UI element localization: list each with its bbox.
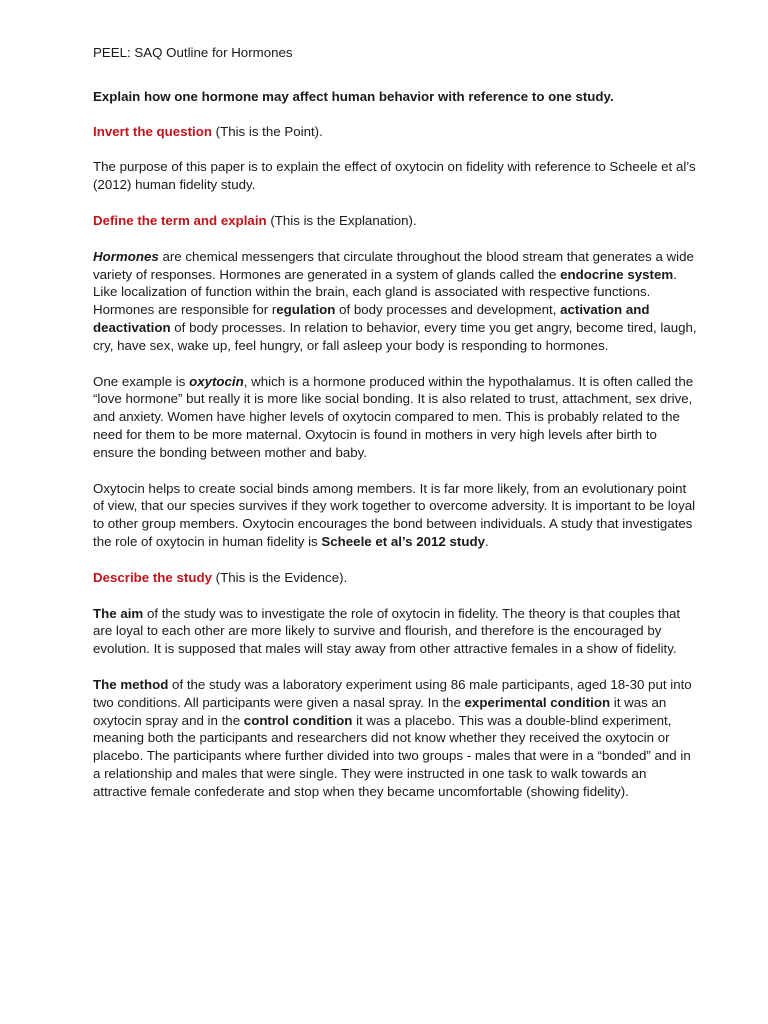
paragraph-text: of body processes and development, bbox=[335, 302, 561, 318]
paragraph-text: of the study was to investigate the role of oxytocin in fidelity. The theory is that couples that are loyal to each other are more likely to survive and flourish, and therefore is the encouraged by evolution. It is supposed that males will stay away from other attractive females in a show of fidelity. bbox=[93, 605, 681, 657]
point-paragraph: The purpose of this paper is to explain the effect of oxytocin on fidelity with reference to Scheele et al’s (2012) human fidelity study. bbox=[93, 159, 696, 193]
aim-paragraph bbox=[93, 605, 698, 658]
paragraph-text: . Like localization of function within the brain, each gland is associated with respective functions. Hormones are responsible for r bbox=[93, 266, 677, 318]
oxytocin-paragraph bbox=[93, 373, 698, 462]
paragraph-text: are chemical messengers that circulate throughout the blood stream that generates a wide variety of responses. Hormones are generated in a system of glands called the bbox=[93, 248, 694, 282]
method-term: The method bbox=[93, 676, 169, 692]
paragraph-text: it was an oxytocin spray and in the bbox=[93, 694, 667, 728]
point-label: Invert the question bbox=[93, 123, 212, 139]
paragraph-text: Oxytocin helps to create social binds among members. It is far more likely, from an evolutionary point of view, that our species survives if they work together to overcome adversity. It is important to be loyal to other group members. Oxytocin encourages the bond between individuals. A study that investigates the role of oxytocin in human fidelity is bbox=[93, 480, 696, 549]
explanation-label: Define the term and explain bbox=[93, 212, 267, 228]
explanation-note: (This is the Explanation). bbox=[266, 212, 417, 228]
paragraph-text: it was a placebo. This was a double-blind experiment, meaning both the participants and researchers did not know whether they received the oxytocin or placebo. The participants where further divided into two groups - males that were in a “bonded” and in a relationship and males that were single. They were instructed in one task to walk towards an attractive female confederate and stop when they became uncomfortable (showing fidelity). bbox=[93, 712, 691, 799]
explanation-heading bbox=[93, 212, 698, 230]
paragraph-text: , which is a hormone produced within the hypothalamus. It is often called the “love hormone” but really it is more like social bonding. It is also related to trust, attachment, sex drive, and anxiety. Women have higher levels of oxytocin compared to men. This is probably related to the need for them to be more maternal. Oxytocin is found in mothers in very high levels after birth to ensure the bonding between mother and baby. bbox=[93, 373, 694, 460]
evidence-heading bbox=[93, 569, 698, 587]
oxytocin-term: oxytocin bbox=[189, 373, 244, 389]
point-note: (This is the Point). bbox=[211, 123, 323, 139]
control-condition-term: control condition bbox=[243, 712, 353, 728]
paragraph-text: . bbox=[485, 533, 489, 549]
activation-term: activation and deactivation bbox=[93, 302, 650, 335]
experimental-condition-term: experimental condition bbox=[464, 694, 611, 710]
endocrine-system-term: endocrine system bbox=[560, 266, 674, 282]
hormones-term: Hormones bbox=[93, 248, 159, 264]
document-title: PEEL: SAQ Outline for Hormones bbox=[93, 45, 293, 60]
hormones-paragraph bbox=[93, 248, 698, 355]
evidence-label: Describe the study bbox=[93, 569, 212, 585]
paragraph-text: One example is bbox=[93, 373, 190, 389]
paragraph-text: of body processes. In relation to behavior, every time you get angry, become tired, laugh, cry, have sex, wake up, feel hungry, or fall asleep your body is responding to hormones. bbox=[93, 319, 697, 353]
aim-term: The aim bbox=[93, 605, 144, 621]
point-heading bbox=[93, 123, 698, 141]
evidence-note: (This is the Evidence). bbox=[211, 569, 348, 585]
regulation-term: egulation bbox=[276, 302, 336, 318]
method-paragraph bbox=[93, 676, 698, 801]
study-reference: Scheele et al’s 2012 study bbox=[321, 533, 485, 549]
paragraph-text: of the study was a laboratory experiment using 86 male participants, aged 18-30 put into two conditions. All participants were given a nasal spray. In the bbox=[93, 676, 692, 710]
essay-question: Explain how one hormone may affect human behavior with reference to one study. bbox=[93, 88, 614, 104]
social-binds-paragraph bbox=[93, 480, 698, 551]
